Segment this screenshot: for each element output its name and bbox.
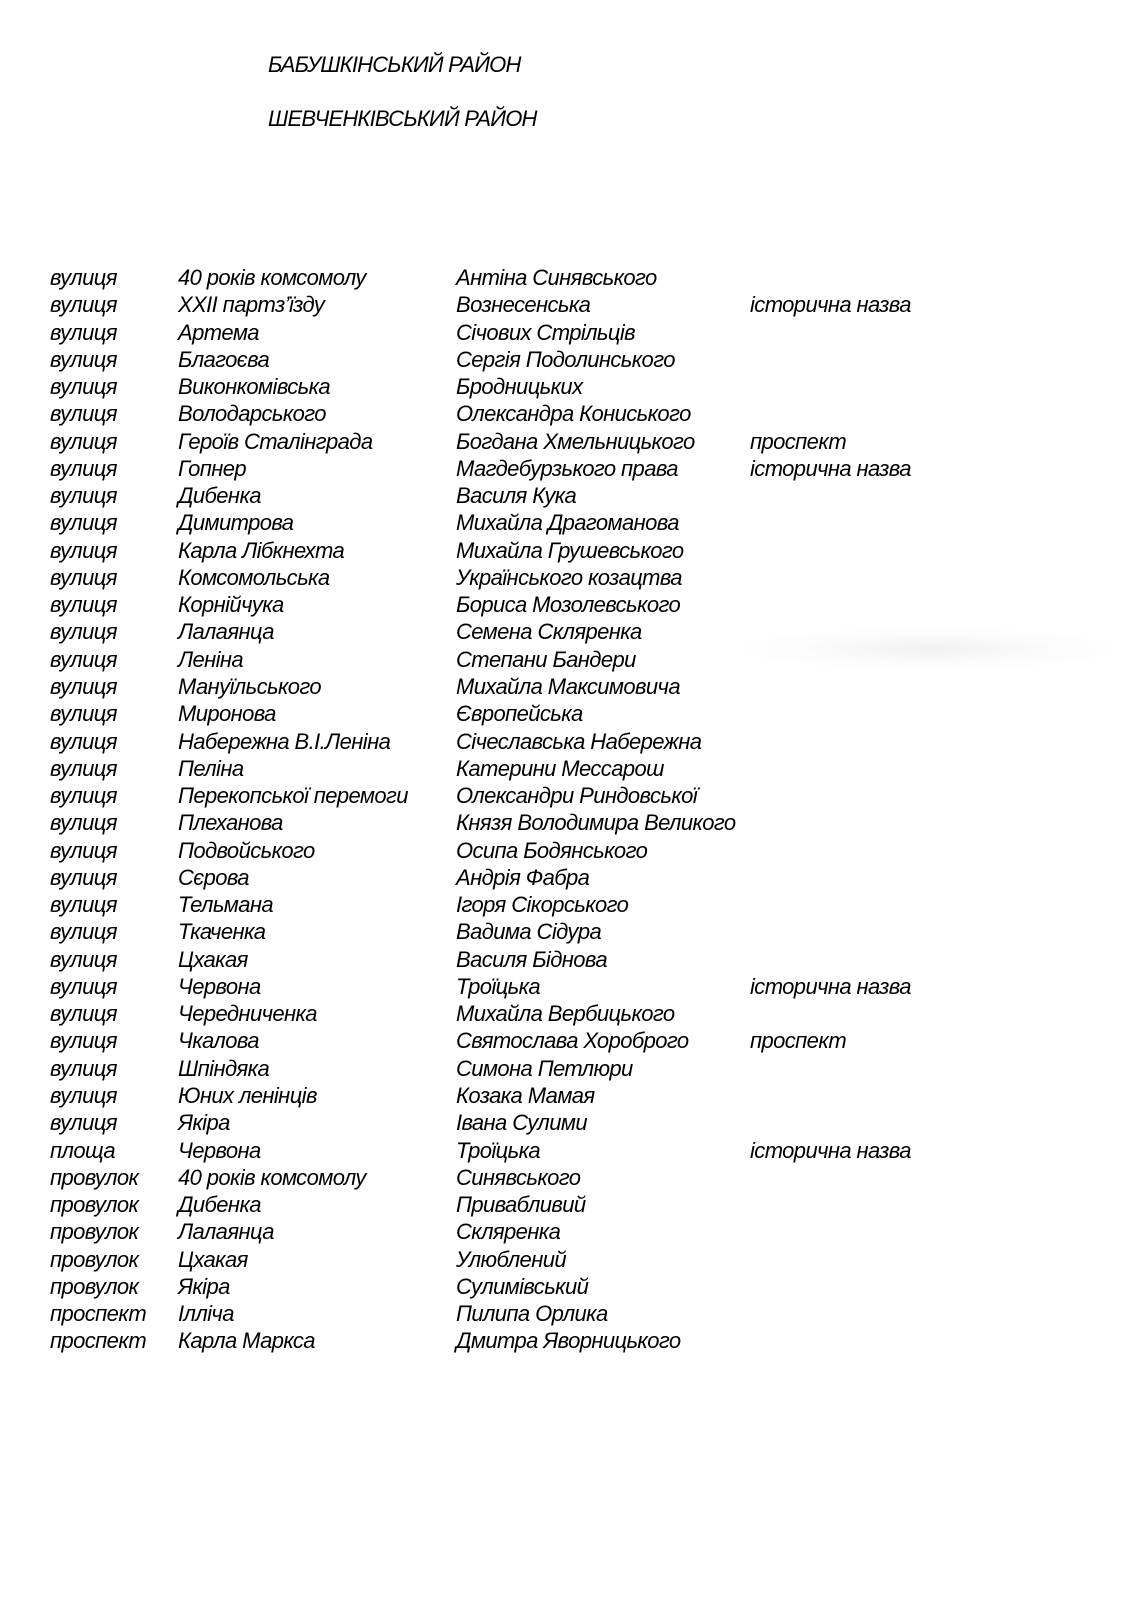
new-name: Вадима Сідура <box>456 919 602 945</box>
old-name: Подвойського <box>178 837 315 863</box>
street-type: вулиця <box>50 292 117 318</box>
new-name: Святослава Хороброго <box>456 1028 689 1054</box>
table-row <box>50 946 1090 973</box>
table-row <box>50 973 1090 1000</box>
old-name: Виконкомівська <box>178 374 331 400</box>
street-type: вулиця <box>50 946 117 972</box>
new-name: Симона Петлюри <box>456 1055 633 1081</box>
old-name: Плеханова <box>178 810 283 836</box>
new-name: Олександра Кониського <box>456 401 691 427</box>
table-row <box>50 1109 1090 1136</box>
new-name: Михайла Грушевського <box>456 537 684 563</box>
new-name: Троїцька <box>456 1137 541 1163</box>
street-type: вулиця <box>50 755 117 781</box>
old-name: Червона <box>178 973 261 999</box>
street-type: вулиця <box>50 892 117 918</box>
new-name: Дмитра Яворницького <box>456 1328 681 1354</box>
table-row <box>50 837 1090 864</box>
table-row <box>50 591 1090 618</box>
new-name: Привабливий <box>456 1192 586 1218</box>
street-type: вулиця <box>50 837 117 863</box>
street-type: вулиця <box>50 1082 117 1108</box>
old-name: Дибенка <box>178 483 261 509</box>
old-name: 40 років комсомолу <box>178 1164 366 1190</box>
table-row <box>50 728 1090 755</box>
table-row <box>50 373 1090 400</box>
table-row <box>50 1273 1090 1300</box>
street-type: вулиця <box>50 455 117 481</box>
table-row <box>50 646 1090 673</box>
old-name: Якіра <box>178 1273 230 1299</box>
note: історична назва <box>750 973 911 999</box>
street-type: вулиця <box>50 319 117 345</box>
table-row <box>50 809 1090 836</box>
street-type: провулок <box>50 1164 139 1190</box>
street-type: вулиця <box>50 1001 117 1027</box>
new-name: Сергія Подолинського <box>456 346 675 372</box>
new-name: Європейська <box>456 701 583 727</box>
old-name: Мануїльського <box>178 673 322 699</box>
street-type: вулиця <box>50 810 117 836</box>
old-name: Цхакая <box>178 946 248 972</box>
old-name: Ілліча <box>178 1301 234 1327</box>
table-row <box>50 455 1090 482</box>
table-row <box>50 509 1090 536</box>
table-row <box>50 1218 1090 1245</box>
street-type: вулиця <box>50 783 117 809</box>
old-name: Комсомольська <box>178 564 330 590</box>
street-type: вулиця <box>50 673 117 699</box>
table-row <box>50 1027 1090 1054</box>
table-row <box>50 1055 1090 1082</box>
new-name: Січових Стрільців <box>456 319 636 345</box>
table-row <box>50 1164 1090 1191</box>
table-row <box>50 1327 1090 1354</box>
new-name: Бориса Мозолевського <box>456 592 681 618</box>
street-type: вулиця <box>50 1110 117 1136</box>
old-name: Тельмана <box>178 892 274 918</box>
table-row <box>50 1082 1090 1109</box>
table-row <box>50 346 1090 373</box>
table-row <box>50 537 1090 564</box>
new-name: Івана Сулими <box>456 1110 587 1136</box>
old-name: Леніна <box>178 646 244 672</box>
new-name: Троїцька <box>456 973 541 999</box>
note: проспект <box>750 428 847 454</box>
new-name: Михайла Максимовича <box>456 673 680 699</box>
old-name: Лалаянца <box>178 619 274 645</box>
table-row <box>50 400 1090 427</box>
new-name: Василя Біднова <box>456 946 607 972</box>
old-name: Миронова <box>178 701 276 727</box>
street-type: вулиця <box>50 537 117 563</box>
street-type: вулиця <box>50 973 117 999</box>
table-row <box>50 1137 1090 1164</box>
old-name: XXII партз’їзду <box>178 292 325 318</box>
new-district-heading: ШЕВЧЕНКІВСЬКИЙ РАЙОН <box>268 106 537 131</box>
old-name: Чкалова <box>178 1028 259 1054</box>
old-district-heading: БАБУШКІНСЬКИЙ РАЙОН <box>268 52 521 77</box>
old-name: Гопнер <box>178 455 247 481</box>
old-name: Карла Маркса <box>178 1328 315 1354</box>
table-row <box>50 673 1090 700</box>
old-name: Володарського <box>178 401 326 427</box>
table-row <box>50 618 1090 645</box>
table-row <box>50 1300 1090 1327</box>
new-name: Князя Володимира Великого <box>456 810 736 836</box>
note: історична назва <box>750 292 911 318</box>
old-name: Димитрова <box>178 510 294 536</box>
table-row <box>50 700 1090 727</box>
street-type: вулиця <box>50 646 117 672</box>
new-name: Богдана Хмельницького <box>456 428 695 454</box>
new-name: Вознесенська <box>456 292 591 318</box>
street-type: провулок <box>50 1246 139 1272</box>
street-type: проспект <box>50 1301 147 1327</box>
new-name: Магдебурзького права <box>456 455 678 481</box>
note: проспект <box>750 1028 847 1054</box>
table-row <box>50 891 1090 918</box>
new-name: Сулимівський <box>456 1273 589 1299</box>
new-name: Січеславська Набережна <box>456 728 702 754</box>
table-row <box>50 291 1090 318</box>
new-name: Козака Мамая <box>456 1082 595 1108</box>
table-row <box>50 755 1090 782</box>
table-row <box>50 1246 1090 1273</box>
street-type: площа <box>50 1137 115 1163</box>
new-name: Семена Скляренка <box>456 619 642 645</box>
street-type: вулиця <box>50 1028 117 1054</box>
street-type: вулиця <box>50 374 117 400</box>
table-row <box>50 864 1090 891</box>
new-name: Василя Кука <box>456 483 577 509</box>
street-type: проспект <box>50 1328 147 1354</box>
old-name: Сєрова <box>178 864 249 890</box>
street-type: вулиця <box>50 592 117 618</box>
old-name: Пеліна <box>178 755 244 781</box>
new-name: Пилипа Орлика <box>456 1301 608 1327</box>
note: історична назва <box>750 1137 911 1163</box>
street-type: вулиця <box>50 401 117 427</box>
old-name: Артема <box>178 319 259 345</box>
old-name: Лалаянца <box>178 1219 274 1245</box>
street-type: вулиця <box>50 346 117 372</box>
street-type: вулиця <box>50 919 117 945</box>
old-name: 40 років комсомолу <box>178 265 366 290</box>
new-name: Олександри Риндовської <box>456 783 698 809</box>
new-name: Скляренка <box>456 1219 561 1245</box>
street-type: вулиця <box>50 428 117 454</box>
old-name: Шпіндяка <box>178 1055 270 1081</box>
old-name: Героїв Сталінграда <box>178 428 373 454</box>
new-name: Михайла Драгоманова <box>456 510 679 536</box>
street-rename-table <box>50 264 1090 1355</box>
street-type: вулиця <box>50 701 117 727</box>
street-type: вулиця <box>50 265 117 290</box>
street-type: вулиця <box>50 1055 117 1081</box>
old-name: Червона <box>178 1137 261 1163</box>
old-name: Ткаченка <box>178 919 266 945</box>
table-row <box>50 1191 1090 1218</box>
table-row <box>50 782 1090 809</box>
table-row <box>50 918 1090 945</box>
street-type: вулиця <box>50 564 117 590</box>
old-name: Корнійчука <box>178 592 284 618</box>
note: історична назва <box>750 455 911 481</box>
old-name: Чередниченка <box>178 1001 317 1027</box>
table-row <box>50 264 1090 291</box>
table-row <box>50 319 1090 346</box>
old-name: Цхакая <box>178 1246 248 1272</box>
table-row <box>50 428 1090 455</box>
street-type: провулок <box>50 1273 139 1299</box>
new-name: Антіна Синявського <box>456 265 657 290</box>
street-type: вулиця <box>50 510 117 536</box>
new-name: Ігоря Сікорського <box>456 892 629 918</box>
street-type: вулиця <box>50 619 117 645</box>
new-name: Андрія Фабра <box>456 864 590 890</box>
street-type: вулиця <box>50 728 117 754</box>
new-name: Синявського <box>456 1164 581 1190</box>
old-name: Набережна В.І.Леніна <box>178 728 391 754</box>
street-type: провулок <box>50 1219 139 1245</box>
old-name: Якіра <box>178 1110 230 1136</box>
new-name: Українського козацтва <box>456 564 682 590</box>
new-name: Улюблений <box>456 1246 566 1272</box>
old-name: Карла Лібкнехта <box>178 537 345 563</box>
street-type: вулиця <box>50 483 117 509</box>
old-name: Благоєва <box>178 346 270 372</box>
table-row <box>50 564 1090 591</box>
new-name: Осипа Бодянського <box>456 837 648 863</box>
table-row <box>50 1000 1090 1027</box>
table-row <box>50 482 1090 509</box>
new-name: Михайла Вербицького <box>456 1001 675 1027</box>
new-name: Степани Бандери <box>456 646 636 672</box>
old-name: Дибенка <box>178 1192 261 1218</box>
old-name: Юних ленінців <box>178 1082 317 1108</box>
new-name: Бродницьких <box>456 374 583 400</box>
street-type: вулиця <box>50 864 117 890</box>
new-name: Катерини Мессарош <box>456 755 664 781</box>
street-type: провулок <box>50 1192 139 1218</box>
old-name: Перекопської перемоги <box>178 783 408 809</box>
